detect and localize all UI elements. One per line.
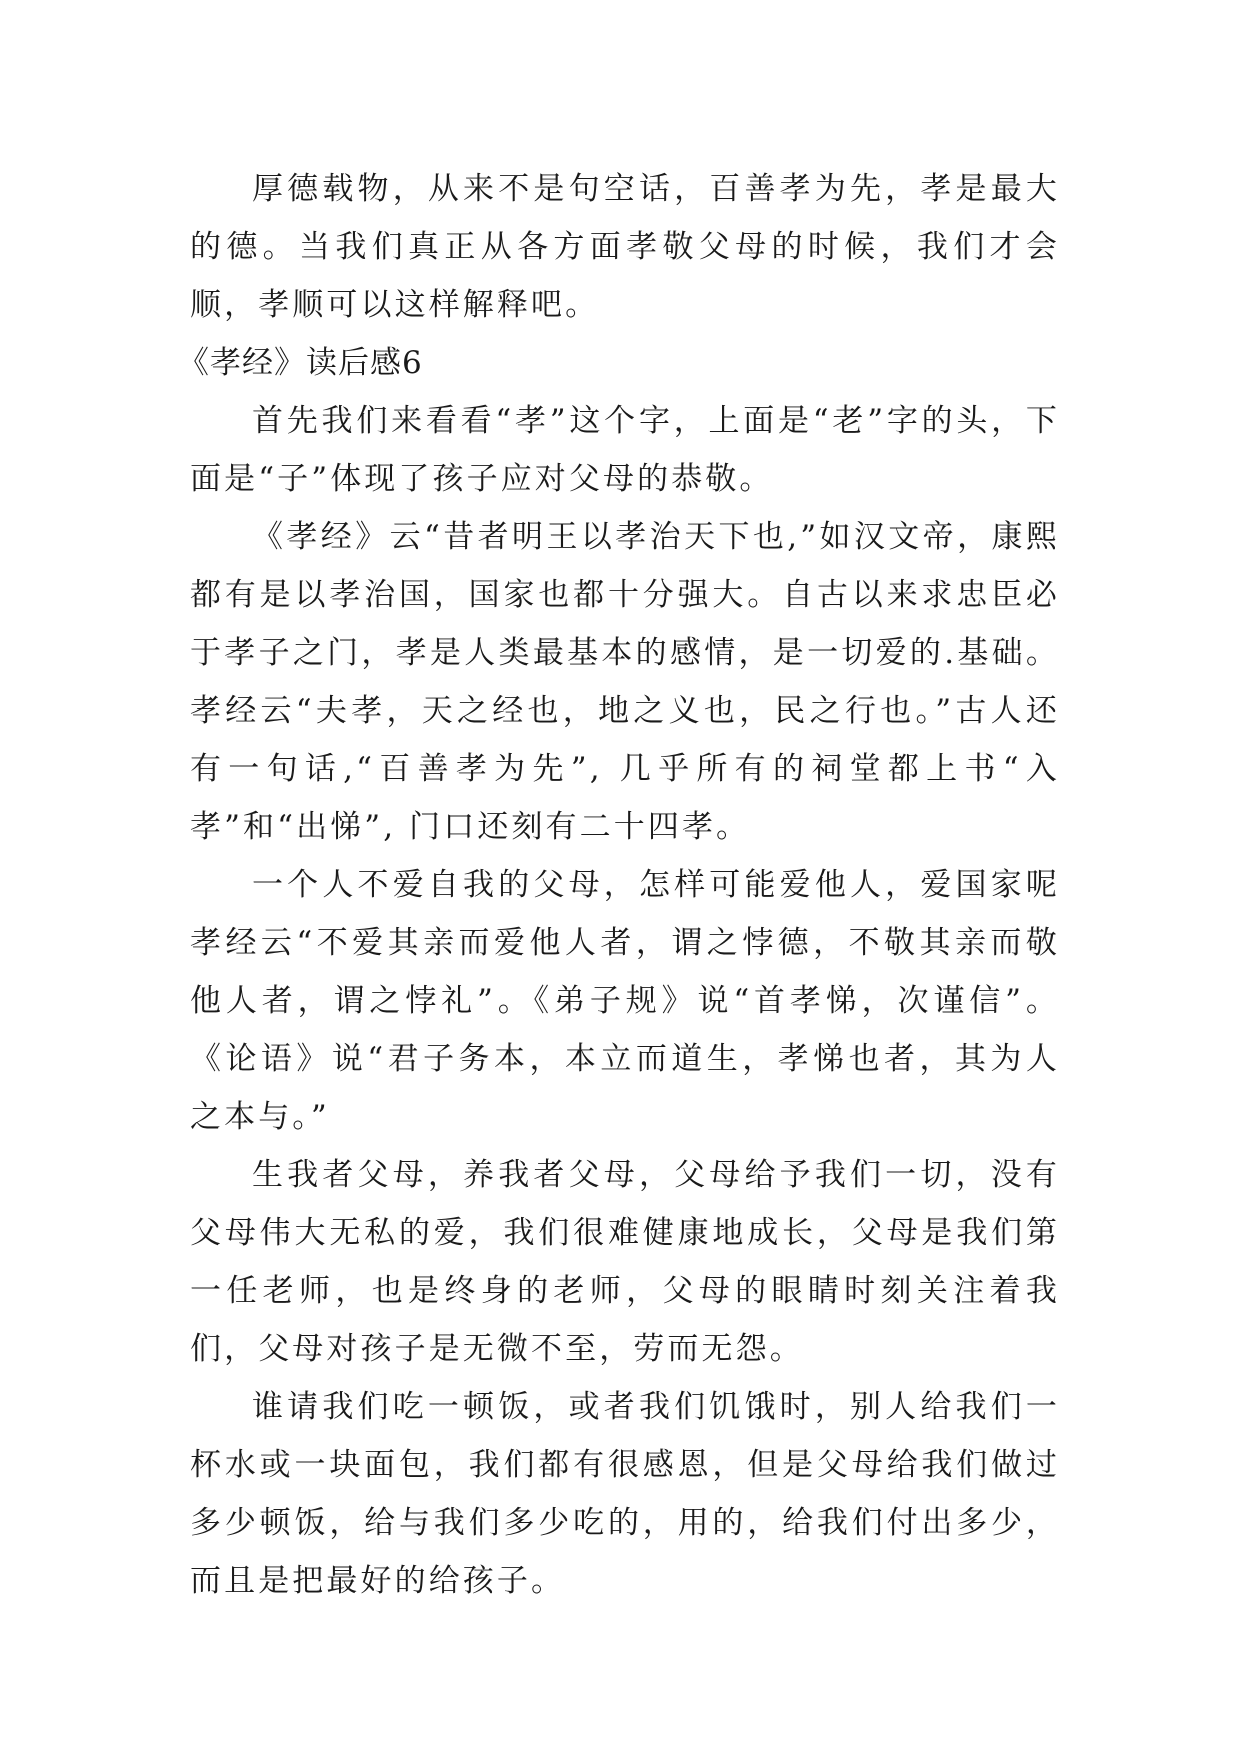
section-title: 《孝经》读后感6 xyxy=(178,345,423,381)
body-paragraph: 谁请我们吃一顿饭，或者我们饥饿时，别人给我们一杯水或一块面包，我们都有很感恩，但是父母给我们做过多少顿饭，给与我们多少吃的，用的，给我们付出多少，而且是把最好的给孩子。 xyxy=(190,1389,1060,1599)
intro-paragraph: 厚德载物，从来不是句空话，百善孝为先，孝是最大的德。当我们真正从各方面孝敬父母的时候，我们才会顺，孝顺可以这样解释吧。 xyxy=(190,171,1060,323)
body-paragraph: 一个人不爱自我的父母，怎样可能爱他人，爱国家呢孝经云“不爱其亲而爱他人者，谓之悖德，不敬其亲而敬他人者，谓之悖礼”。《弟子规》说“首孝悌，次谨信”。《论语》说“君子务本，本立而道生，孝悌也者，其为人之本与。” xyxy=(190,867,1060,1135)
document-body xyxy=(178,160,1060,1610)
body-paragraph: 生我者父母，养我者父母，父母给予我们一切，没有父母伟大无私的爱，我们很难健康地成长，父母是我们第一任老师，也是终身的老师，父母的眼睛时刻关注着我们，父母对孩子是无微不至，劳而无怨。 xyxy=(190,1157,1060,1367)
body-paragraph: 《孝经》云“昔者明王以孝治天下也,”如汉文帝，康熙都有是以孝治国，国家也都十分强大。自古以来求忠臣必于孝子之门，孝是人类最基本的感情，是一切爱的.基础。孝经云“夫孝，天之经也，地之义也，民之行也。”古人还有一句话,“百善孝为先”, 几乎所有的祠堂都上书“入孝”和“出悌”, 门口还刻有二十四孝。 xyxy=(190,519,1060,845)
body-paragraph: 首先我们来看看“孝”这个字，上面是“老”字的头，下面是“子”体现了孩子应对父母的恭敬。 xyxy=(190,403,1060,497)
